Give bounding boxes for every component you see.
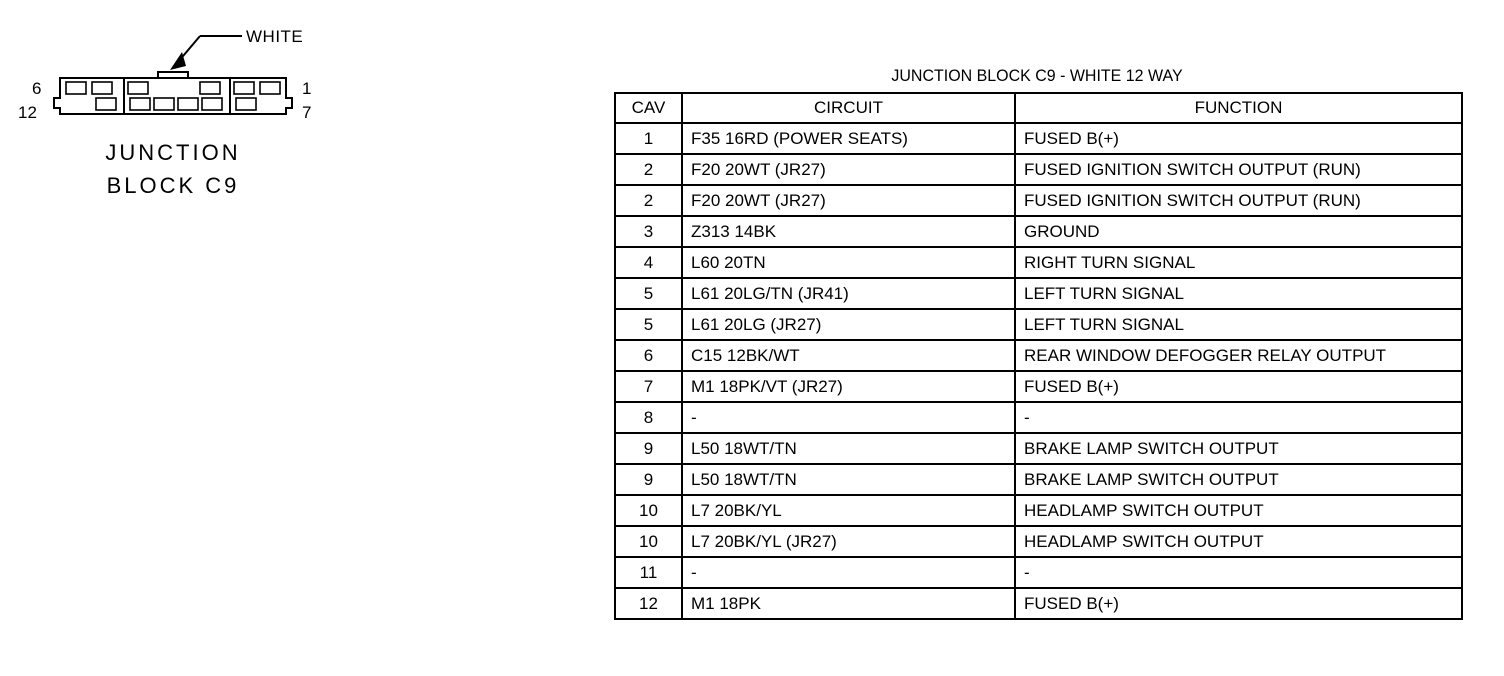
- table-row: [615, 247, 1462, 278]
- connector-color-label: WHITE: [246, 27, 304, 46]
- table-row: [615, 278, 1462, 309]
- cell-function: HEADLAMP SWITCH OUTPUT: [1015, 526, 1462, 557]
- pin-label-bottom-left: 12: [18, 103, 37, 122]
- table-header-row: [615, 93, 1462, 123]
- cell-cav: 10: [615, 526, 682, 557]
- cell-circuit: L61 20LG (JR27): [682, 309, 1015, 340]
- cell-cav: 9: [615, 433, 682, 464]
- table-title: JUNCTION BLOCK C9 - WHITE 12 WAY: [891, 66, 1183, 85]
- table-row: [615, 340, 1462, 371]
- cell-function: GROUND: [1015, 216, 1462, 247]
- header-function: FUNCTION: [1015, 93, 1462, 123]
- connector-diagram: [0, 0, 340, 200]
- cell-circuit: L7 20BK/YL (JR27): [682, 526, 1015, 557]
- pinout-table: [614, 92, 1463, 620]
- cell-circuit: -: [682, 402, 1015, 433]
- cell-cav: 1: [615, 123, 682, 154]
- cell-circuit: L50 18WT/TN: [682, 433, 1015, 464]
- cell-function: FUSED IGNITION SWITCH OUTPUT (RUN): [1015, 154, 1462, 185]
- cell-function: -: [1015, 557, 1462, 588]
- connector-caption: [98, 136, 248, 202]
- header-cav: CAV: [615, 93, 682, 123]
- cell-function: RIGHT TURN SIGNAL: [1015, 247, 1462, 278]
- cell-circuit: L60 20TN: [682, 247, 1015, 278]
- cell-cav: 2: [615, 185, 682, 216]
- pin-label-top-left: 6: [32, 79, 42, 98]
- cell-cav: 10: [615, 495, 682, 526]
- cell-cav: 12: [615, 588, 682, 619]
- cell-cav: 9: [615, 464, 682, 495]
- cell-cav: 8: [615, 402, 682, 433]
- cell-function: LEFT TURN SIGNAL: [1015, 278, 1462, 309]
- cell-circuit: F20 20WT (JR27): [682, 185, 1015, 216]
- cell-cav: 3: [615, 216, 682, 247]
- table-row: [615, 123, 1462, 154]
- cell-circuit: L50 18WT/TN: [682, 464, 1015, 495]
- cell-cav: 6: [615, 340, 682, 371]
- cell-cav: 5: [615, 309, 682, 340]
- cell-circuit: -: [682, 557, 1015, 588]
- table-row: [615, 371, 1462, 402]
- pin-label-bottom-right: 7: [302, 103, 312, 122]
- cell-cav: 4: [615, 247, 682, 278]
- cell-circuit: Z313 14BK: [682, 216, 1015, 247]
- cell-function: FUSED B(+): [1015, 371, 1462, 402]
- cell-function: REAR WINDOW DEFOGGER RELAY OUTPUT: [1015, 340, 1462, 371]
- cell-circuit: C15 12BK/WT: [682, 340, 1015, 371]
- color-leader-arrow: [170, 36, 242, 70]
- caption-line-1: JUNCTION: [105, 140, 241, 165]
- cell-function: FUSED B(+): [1015, 123, 1462, 154]
- cell-cav: 2: [615, 154, 682, 185]
- cell-circuit: F20 20WT (JR27): [682, 154, 1015, 185]
- cell-circuit: L61 20LG/TN (JR41): [682, 278, 1015, 309]
- cell-function: HEADLAMP SWITCH OUTPUT: [1015, 495, 1462, 526]
- cell-cav: 11: [615, 557, 682, 588]
- cell-cav: 5: [615, 278, 682, 309]
- pin-label-top-right: 1: [302, 79, 312, 98]
- header-circuit: CIRCUIT: [682, 93, 1015, 123]
- cell-circuit: L7 20BK/YL: [682, 495, 1015, 526]
- table-row: [615, 557, 1462, 588]
- cell-cav: 7: [615, 371, 682, 402]
- cell-function: BRAKE LAMP SWITCH OUTPUT: [1015, 433, 1462, 464]
- cell-circuit: F35 16RD (POWER SEATS): [682, 123, 1015, 154]
- cell-function: LEFT TURN SIGNAL: [1015, 309, 1462, 340]
- cell-function: FUSED B(+): [1015, 588, 1462, 619]
- cell-function: BRAKE LAMP SWITCH OUTPUT: [1015, 464, 1462, 495]
- table-row: [615, 495, 1462, 526]
- cell-function: -: [1015, 402, 1462, 433]
- table-row: [615, 588, 1462, 619]
- caption-line-2: BLOCK C9: [106, 173, 240, 198]
- table-row: [615, 433, 1462, 464]
- table-row: [615, 216, 1462, 247]
- table-row: [615, 154, 1462, 185]
- table-row: [615, 402, 1462, 433]
- cell-function: FUSED IGNITION SWITCH OUTPUT (RUN): [1015, 185, 1462, 216]
- cell-circuit: M1 18PK/VT (JR27): [682, 371, 1015, 402]
- table-row: [615, 309, 1462, 340]
- table-row: [615, 185, 1462, 216]
- table-row: [615, 464, 1462, 495]
- cell-circuit: M1 18PK: [682, 588, 1015, 619]
- table-row: [615, 526, 1462, 557]
